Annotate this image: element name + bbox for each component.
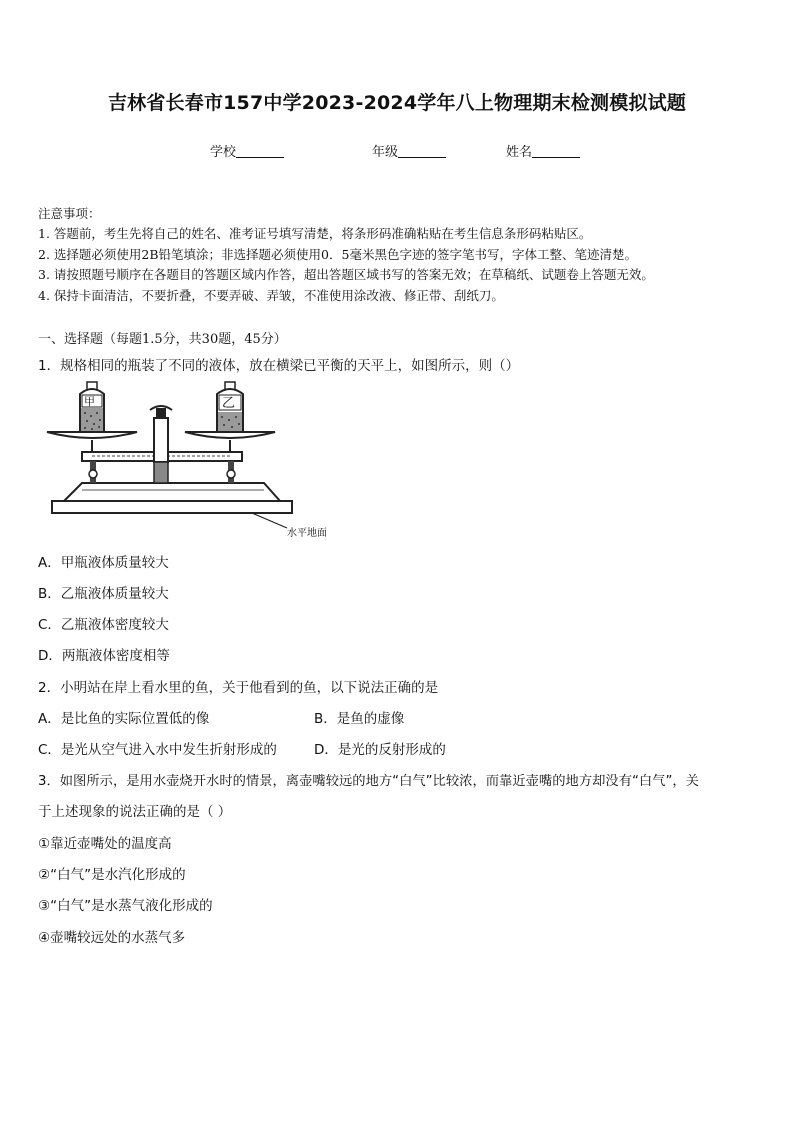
notice-item: 3. 请按照题号顺序在各题目的答题区域内作答，超出答题区域书写的答案无效；在草稿纸、试题卷上答题无效。 [38,267,654,282]
grade-field [372,141,446,160]
school-field [210,141,284,160]
page-title: 吉林省长春市157中学2023-2024学年八上物理期末检测模拟试题 [107,92,687,114]
question-2-option-b: B．是鱼的虚像 [314,711,405,727]
question-2-option-d: D．是光的反射形成的 [314,742,446,758]
question-1-option-c: C．乙瓶液体密度较大 [38,617,169,633]
bottle-left-label: 甲 [84,395,95,408]
question-1-stem: 1．规格相同的瓶装了不同的液体，放在横梁已平衡的天平上，如图所示，则（） [38,358,520,374]
question-1-option-a: A．甲瓶液体质量较大 [38,555,169,571]
grade-label: 年级 [372,145,399,160]
school-label: 学校 [210,145,237,160]
question-3-statement: ①靠近壶嘴处的温度高 [38,836,172,852]
notice-heading: 注意事项： [38,206,101,221]
school-blank [236,144,284,158]
question-3-statement: ②“白气”是水汽化形成的 [38,867,186,883]
grade-blank [398,144,446,158]
name-blank [532,144,580,158]
section-heading: 一、选择题（每题1.5分，共30题，45分） [38,332,287,347]
name-field [506,141,580,160]
question-2-option-a: A．是比鱼的实际位置低的像 [38,711,210,727]
ground-label: 水平地面 [287,528,327,539]
notice-item: 2. 选择题必须使用2B铅笔填涂；非选择题必须使用0．5毫米黑色字迹的签字笔书写，字体工整、笔迹清楚。 [38,247,637,262]
question-1-option-d: D．两瓶液体密度相等 [38,648,170,664]
question-1-option-b: B．乙瓶液体质量较大 [38,586,169,602]
name-label: 姓名 [506,145,533,160]
notice-item: 4. 保持卡面清洁，不要折叠，不要弄破、弄皱，不准使用涂改液、修正带、刮纸刀。 [38,288,504,303]
question-3-stem-line2: 于上述现象的说法正确的是（ ） [38,804,232,820]
question-3-stem-line1: 3．如图所示，是用水壶烧开水时的情景，离壶嘴较远的地方“白气”比较浓，而靠近壶嘴的地方却没有“白气”，关 [38,774,699,789]
question-3-statement: ④壶嘴较远处的水蒸气多 [38,930,186,946]
bottle-right-label: 乙 [222,396,236,411]
question-3-statement: ③“白气”是水蒸气液化形成的 [38,898,213,914]
notice-item: 1. 答题前，考生先将自己的姓名、准考证号填写清楚，将条形码准确粘贴在考生信息条形码粘贴区。 [38,226,592,241]
question-2-stem: 2．小明站在岸上看水里的鱼，关于他看到的鱼，以下说法正确的是 [38,680,439,696]
question-2-option-c: C．是光从空气进入水中发生折射形成的 [38,742,277,758]
balance-scale-figure [42,380,342,542]
